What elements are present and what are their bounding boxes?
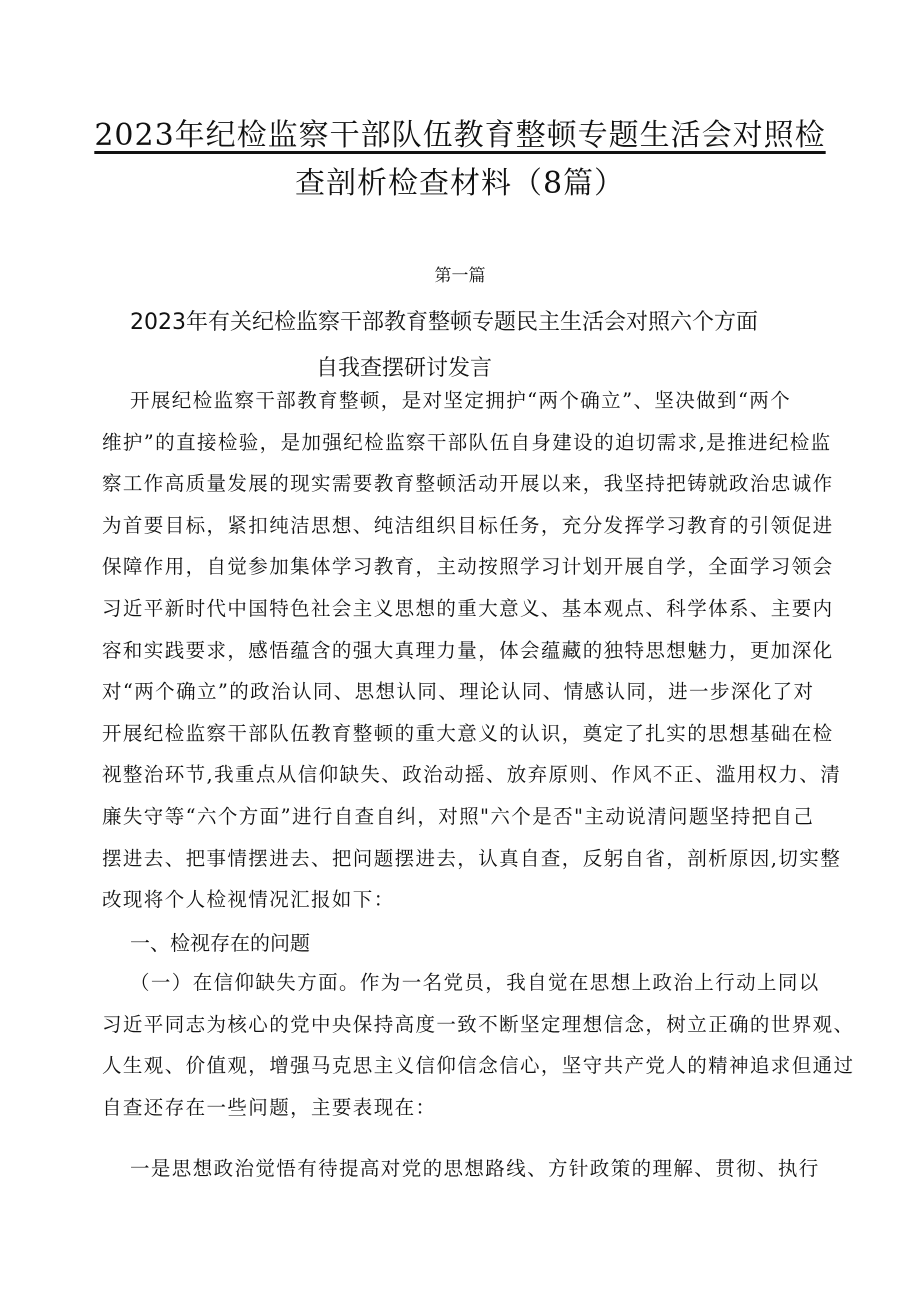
paragraph-line: 维护”的直接检验，是加强纪检监察干部队伍自身建设的迫切需求,是推进纪检监 <box>102 430 832 454</box>
heading-1: 一、检视存在的问题 <box>130 931 310 955</box>
document-title <box>60 112 860 208</box>
paragraph-line: 人生观、价值观，增强马克思主义信仰信念信心，坚守共产党人的精神追求但通过 <box>102 1054 855 1078</box>
paragraph-2 <box>102 1148 862 1190</box>
section-title-line-2: 自我查摆研讨发言 <box>316 356 493 381</box>
paragraph-line: 保障作用，自觉参加集体学习教育，主动按照学习计划开展自学，全面学习领会 <box>102 555 834 579</box>
paragraph-line: 廉失守等“六个方面”进行自查自纠，对照"六个是否"主动说清问题坚持把自己 <box>102 804 815 828</box>
paragraph-line: 一是思想政治觉悟有待提高对党的思想路线、方针政策的理解、贯彻、执行 <box>130 1157 820 1180</box>
paragraph-line: 开展纪检监察干部队伍教育整顿的重大意义的认识，奠定了扎实的思想基础在检 <box>102 721 834 745</box>
document-title-line-2: 查剖析检查材料（8篇） <box>294 166 626 201</box>
paragraph-line: 对“两个确立”的政治认同、思想认同、理论认同、情感认同，进一步深化了对 <box>102 680 815 704</box>
paragraph-line: （一）在信仰缺失方面。作为一名党员，我自觉在思想上政治上行动上同以 <box>130 971 820 994</box>
section-title <box>130 300 850 392</box>
document-title-line-1: 2023年纪检监察干部队伍教育整顿专题生活会对照检 <box>94 118 826 153</box>
paragraph-line: 察工作高质量发展的现实需要教育整顿活动开展以来，我坚持把铸就政治忠诚作 <box>102 472 834 496</box>
paragraph-1 <box>102 962 862 1128</box>
intro-paragraph <box>102 380 862 921</box>
paragraph-line: 容和实践要求，感悟蕴含的强大真理力量，体会蕴藏的独特思想魅力，更加深化 <box>102 638 834 662</box>
paragraph-line: 开展纪检监察干部教育整顿，是对坚定拥护“两个确立”、坚决做到“两个 <box>130 389 792 412</box>
paragraph-line: 视整治环节,我重点从信仰缺失、政治动摇、放弃原则、作风不正、滥用权力、清 <box>102 763 842 787</box>
paragraph-line: 改现将个人检视情况汇报如下： <box>102 888 395 912</box>
paragraph-line: 习近平新时代中国特色社会主义思想的重大意义、基本观点、科学体系、主要内 <box>102 596 834 620</box>
paragraph-line: 摆进去、把事情摆进去、把问题摆进去，认真自查，反躬自省，剖析原因,切实整 <box>102 846 842 870</box>
paragraph-line: 自查还存在一些问题，主要表现在： <box>102 1095 437 1119</box>
paragraph-line: 为首要目标，紧扣纯洁思想、纯洁组织目标任务，充分发挥学习教育的引领促进 <box>102 513 834 537</box>
paragraph-line: 习近平同志为核心的党中央保持高度一致不断坚定理想信念，树立正确的世界观、 <box>102 1012 855 1036</box>
chapter-label: 第一篇 <box>434 266 486 286</box>
section-title-line-1: 2023年有关纪检监察干部教育整顿专题民主生活会对照六个方面 <box>130 310 758 335</box>
